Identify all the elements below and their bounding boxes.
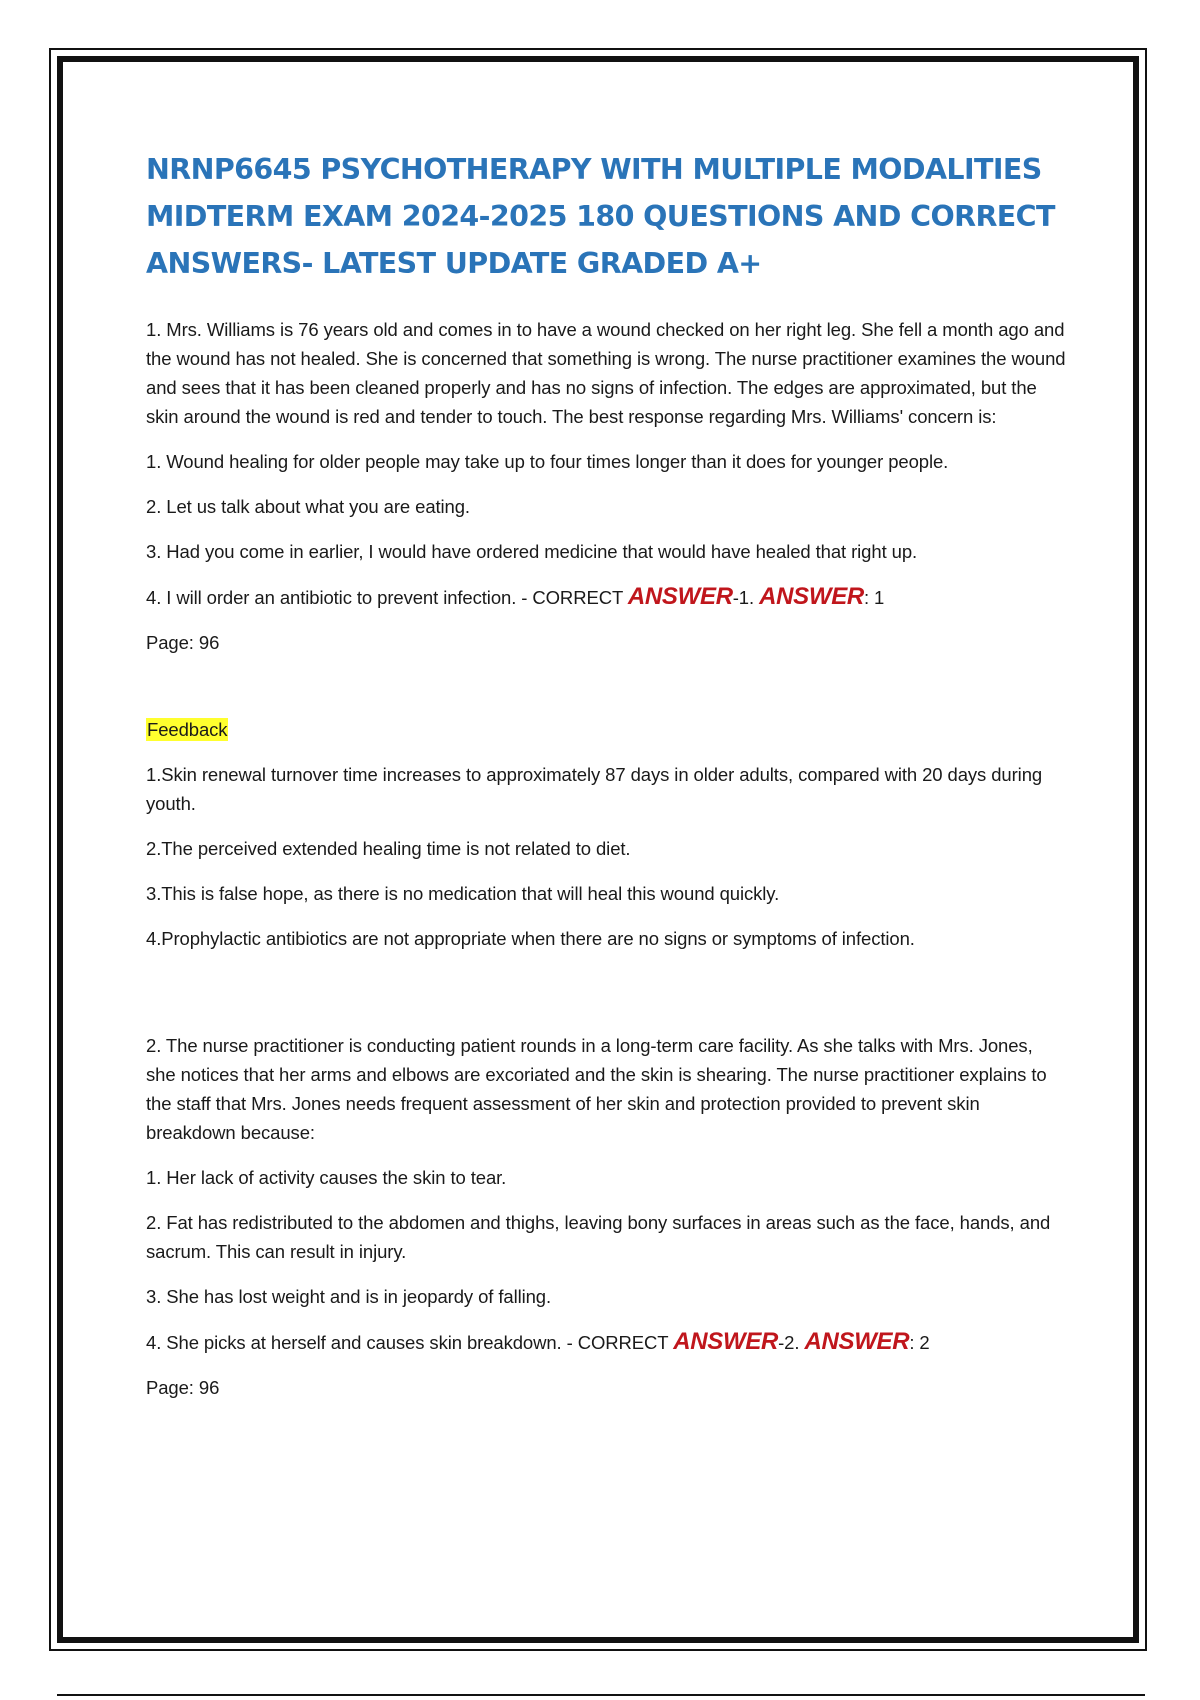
- question-2-option-4: [146, 1327, 1066, 1357]
- answer-label: ANSWER: [627, 583, 733, 610]
- feedback-item-1: 1.Skin renewal turnover time increases to approximately 87 days in older adults, compared with 20 days during youth.: [146, 764, 1043, 814]
- answer-separator: -1.: [732, 587, 760, 608]
- title-line-3: ANSWERS- LATEST UPDATE GRADED A+: [146, 247, 762, 280]
- question-2-option-3: 3. She has lost weight and is in jeopardy of falling.: [146, 1286, 552, 1307]
- question-2: [146, 1031, 1066, 1402]
- title-line-2: MIDTERM EXAM 2024-2025 180 QUESTIONS AND CORRECT: [146, 200, 1055, 233]
- question-1-option-1: 1. Wound healing for older people may take up to four times longer than it does for younger people.: [146, 451, 949, 472]
- feedback-label: Feedback: [147, 719, 228, 740]
- feedback-item-4: 4.Prophylactic antibiotics are not appropriate when there are no signs or symptoms of infection.: [146, 928, 915, 949]
- answer-value: : 1: [863, 587, 885, 608]
- answer-value: : 2: [909, 1332, 930, 1353]
- answer-label: ANSWER: [804, 1328, 910, 1355]
- question-1-page-reference: Page: 96: [146, 632, 220, 653]
- document-body: [146, 146, 1066, 1402]
- question-1-stem: 1. Mrs. Williams is 76 years old and comes in to have a wound checked on her right leg. She fell a month ago and the wound has not healed. She is concerned that something is wrong. The nurse practitioner examines the wound and sees that it has been cleaned properly and has no signs of infection. The edges are approximated, but the skin around the wound is red and tender to touch. The best response regarding Mrs. Williams' concern is:: [146, 319, 1066, 427]
- feedback-heading: [146, 715, 1066, 744]
- document-title: [146, 146, 1066, 287]
- bottom-divider: [57, 1694, 1145, 1696]
- question-1-option-4-text: 4. I will order an antibiotic to prevent infection. - CORRECT: [146, 587, 628, 608]
- question-2-option-2: 2. Fat has redistributed to the abdomen and thighs, leaving bony surfaces in areas such as the face, hands, and sacrum. This can result in injury.: [146, 1212, 1051, 1262]
- answer-separator: -2.: [778, 1332, 805, 1353]
- question-2-option-1: 1. Her lack of activity causes the skin to tear.: [146, 1167, 507, 1188]
- question-2-page-reference: Page: 96: [146, 1377, 220, 1398]
- question-1: [146, 315, 1066, 953]
- question-1-option-4: [146, 582, 1066, 612]
- question-2-option-4-text: 4. She picks at herself and causes skin breakdown. - CORRECT: [146, 1332, 674, 1353]
- question-2-stem: 2. The nurse practitioner is conducting patient rounds in a long-term care facility. As she talks with Mrs. Jones, she notices that her arms and elbows are excoriated and the skin is shearing. The nurse practitioner explains to the staff that Mrs. Jones needs frequent assessment of her skin and protection provided to prevent skin breakdown because:: [146, 1035, 1047, 1143]
- answer-label: ANSWER: [759, 583, 864, 610]
- answer-label: ANSWER: [673, 1328, 779, 1355]
- feedback-item-2: 2.The perceived extended healing time is not related to diet.: [146, 838, 631, 859]
- title-line-1: NRNP6645 PSYCHOTHERAPY WITH MULTIPLE MODALITIES: [146, 153, 1042, 186]
- feedback-item-3: 3.This is false hope, as there is no medication that will heal this wound quickly.: [146, 883, 780, 904]
- question-1-option-2: 2. Let us talk about what you are eating.: [146, 496, 470, 517]
- question-1-option-3: 3. Had you come in earlier, I would have ordered medicine that would have healed that right up.: [146, 541, 918, 562]
